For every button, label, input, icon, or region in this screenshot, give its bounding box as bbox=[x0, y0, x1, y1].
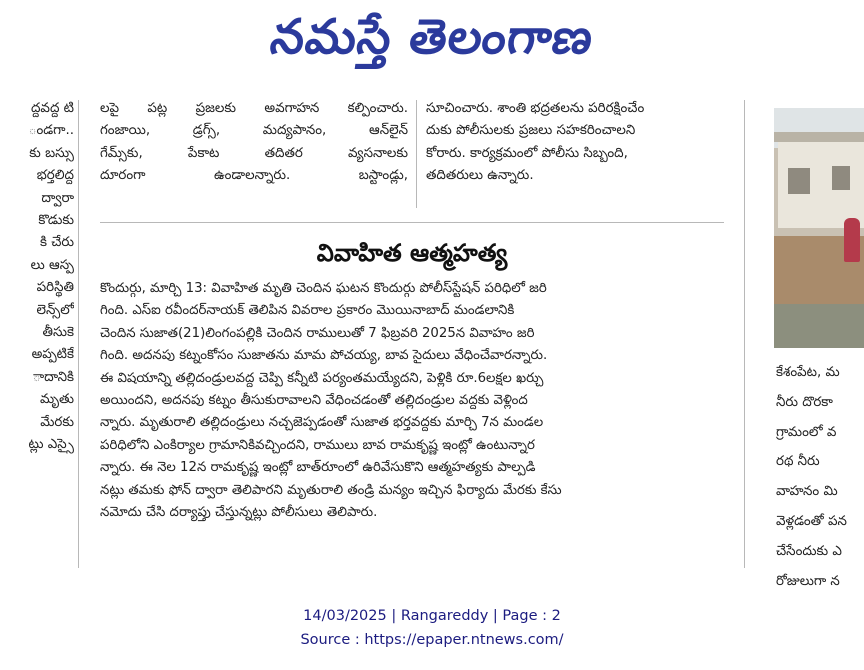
text-line: గేమ్స్‌కు, పేకాట తదితర వ్యసనాలకు bbox=[100, 145, 408, 161]
masthead bbox=[0, 0, 864, 76]
text-line: లపై పట్ల ప్రజలకు అవగాహన కల్పించారు. bbox=[100, 101, 408, 116]
text-line: ట్లు ఎస్సై bbox=[28, 437, 74, 453]
text-line: తదితరులు ఉన్నారు. bbox=[426, 168, 534, 184]
text-line: కోరారు. కార్యక్రమంలో పోలీసు సిబ్బంది, bbox=[426, 145, 628, 161]
article-body bbox=[100, 278, 726, 574]
text-line: ండగా.. bbox=[28, 123, 74, 139]
column-divider bbox=[744, 100, 745, 568]
text-line: తీసుకె bbox=[42, 325, 74, 341]
article-separator bbox=[100, 222, 724, 223]
column-divider bbox=[416, 100, 417, 208]
photo-water bbox=[774, 304, 864, 348]
text-line: మృతు bbox=[39, 392, 74, 408]
right-column-fragment bbox=[776, 358, 864, 588]
text-line: దుకు పోలీసులకు ప్రజలు సహకరించాలని bbox=[426, 123, 636, 139]
text-line: గింది. ఎస్ఐ రవీందర్‌నాయక్ తెలిపిన వివరాల ప్రకారం మొయినాబాద్ మండలానికి bbox=[100, 303, 515, 319]
text-line: ద్దవద్ద టి bbox=[30, 101, 74, 116]
text-line: మేరకు bbox=[40, 414, 74, 430]
photo-window bbox=[832, 166, 850, 190]
text-line: ఈ విషయాన్ని తల్లిదండ్రులవద్ద చెప్పి కన్నీటి పర్యంతమయ్యేదని, పెళ్లికి రూ.6లక్షల ఖర్చు bbox=[100, 370, 544, 386]
photo-person bbox=[844, 218, 860, 262]
text-line: ాదానికి bbox=[32, 369, 74, 385]
text-line: గంజాయి, డ్రగ్స్, మద్యపానం, ఆన్‌లైన్ bbox=[100, 123, 408, 139]
text-line: లెన్స్‌లో bbox=[36, 302, 74, 318]
newspaper-logo: నమస్తే తెలంగాణ bbox=[266, 9, 598, 65]
text-line: న్నారు. ఈ నెల 12న రామకృష్ణ ఇంట్లో బాత్‌రూంలో ఉరివేసుకొని ఆత్మహత్యకు పాల్పడి bbox=[100, 460, 536, 476]
news-photo bbox=[774, 108, 864, 348]
text-line: నమోదు చేసి దర్యాప్తు చేస్తున్నట్లు పోలీసులు తెలిపారు. bbox=[100, 505, 378, 521]
text-line: కేశంపేట, మ bbox=[776, 365, 840, 380]
text-line: గ్రామంలో వ bbox=[776, 424, 837, 440]
edition-info: 14/03/2025 | Rangareddy | Page : 2 bbox=[303, 608, 561, 624]
source-link[interactable]: Source : https://epaper.ntnews.com/ bbox=[300, 632, 564, 648]
top-article-left-column bbox=[100, 98, 408, 208]
text-line: న్నారు. మృతురాలి తల్లిదండ్రులు నచ్చజెప్పడంతో సుజాత భర్తవద్దకు మార్చి 7న మండల bbox=[100, 415, 544, 431]
text-line: పరిస్థితి bbox=[36, 280, 74, 296]
photo-window bbox=[788, 168, 810, 194]
text-line: రోజులుగా న bbox=[776, 573, 840, 588]
left-column-fragment bbox=[0, 98, 74, 556]
photo-roof bbox=[774, 132, 864, 142]
text-line: కి చేరు bbox=[40, 235, 74, 251]
text-line: కు బస్సు bbox=[29, 145, 74, 161]
article-headline: వివాహిత ఆత్మహత్య bbox=[316, 239, 508, 267]
text-line: సూచించారు. శాంతి భద్రతలను పరిరక్షించేం bbox=[426, 101, 645, 116]
text-line: అయిందని, అదనపు కట్నం తీసుకురావాలని వేధించడంతో తల్లిదండ్రుల వద్దకు వెళ్లింద bbox=[100, 393, 528, 409]
text-line: దూరంగా ఉండాలన్నారు. బస్టాండ్లు, bbox=[100, 168, 408, 184]
text-line: పరిధిలోని ఎంకిర్యాల గ్రామానికివచ్చిందని, రాములు బావ రామకృష్ణ ఇంట్లో ఉంటున్నార bbox=[100, 437, 535, 453]
text-line: లు ఆస్ప bbox=[30, 257, 74, 273]
text-line: భర్తలిద్ద bbox=[36, 168, 74, 184]
column-divider bbox=[78, 100, 79, 568]
text-line: వెళ్లడంతో పన bbox=[776, 513, 847, 529]
text-line: వాహనం మి bbox=[776, 484, 838, 500]
text-line: కొందుర్గు, మార్చి 13: వివాహిత మృతి చెందిన ఘటన కొందుర్గు పోలీస్‌స్టేషన్ పరిధిలో జరి bbox=[100, 281, 547, 296]
text-line: రథ నీరు bbox=[776, 454, 820, 470]
text-line: ద్వారా bbox=[41, 190, 74, 206]
text-line: అప్పటికే bbox=[31, 347, 74, 363]
text-line: కొడుకు bbox=[38, 213, 74, 229]
text-line: చేసేందుకు ఎ bbox=[776, 543, 842, 559]
text-line: నట్లు తమకు ఫోన్ ద్వారా తెలిపారని మృతురాలి తండ్రి మన్యం ఇచ్చిన ఫిర్యాదు మేరకు కేసు bbox=[100, 482, 562, 498]
text-line: నీరు దొరకా bbox=[776, 394, 833, 410]
top-article-right-column bbox=[426, 98, 724, 208]
text-line: చెందిన సుజాత(21)లింగంపల్లికి చెందిన రాములుతో 7 ఫిబ్రవరి 2025న వివాహం జరి bbox=[100, 325, 535, 341]
text-line: గింది. అదనపు కట్నంకోసం సుజాతను మామ పోచయ్య, బావ సైదులు వేధించేవారన్నారు. bbox=[100, 348, 548, 364]
page-footer bbox=[0, 604, 864, 652]
